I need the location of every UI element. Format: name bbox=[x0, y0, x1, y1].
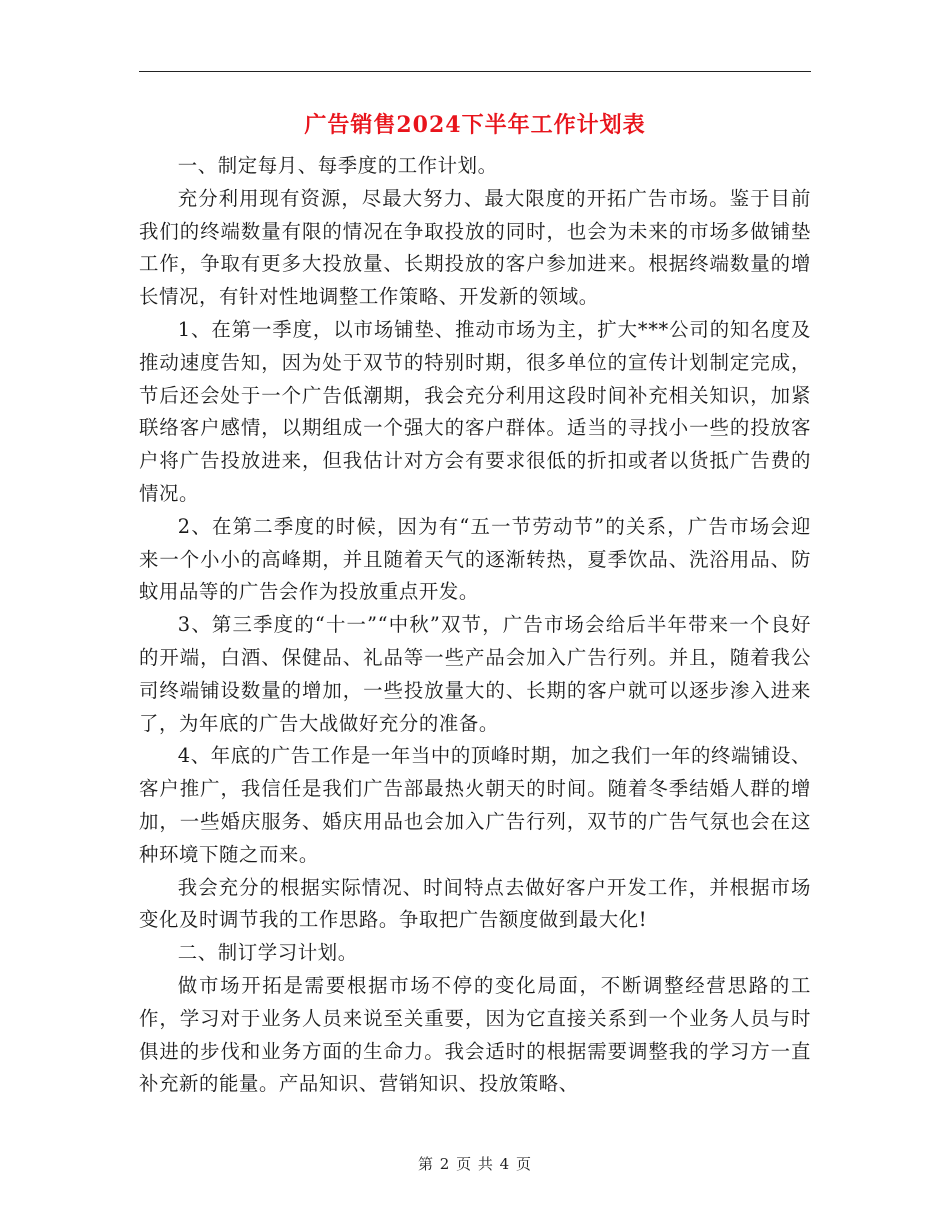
body-paragraph: 我会充分的根据实际情况、时间特点去做好客户开发工作，并根据市场变化及时调节我的工作思路。争取把广告额度做到最大化! bbox=[139, 875, 811, 932]
body-paragraph: 3、第三季度的“十一”“中秋”双节，广告市场会给后半年带来一个良好的开端，白酒、保健品、礼品等一些产品会加入广告行列。并且，随着我公司终端铺设数量的增加，一些投放量大的、长期的客户就可以逐步渗入进来了，为年底的广告大战做好充分的准备。 bbox=[139, 613, 811, 735]
section-heading-2: 二、制订学习计划。 bbox=[177, 941, 358, 965]
document-body bbox=[139, 150, 811, 1101]
page-footer: 第 2 页 共 4 页 bbox=[418, 1155, 532, 1173]
body-paragraph: 2、在第二季度的时候，因为有“五一节劳动节”的关系，广告市场会迎来一个小小的高峰期，并且随着天气的逐渐转热，夏季饮品、洗浴用品、防蚊用品等的广告会作为投放重点开发。 bbox=[139, 514, 811, 604]
section-heading-1: 一、制定每月、每季度的工作计划。 bbox=[177, 154, 498, 177]
body-paragraph: 1、在第一季度，以市场铺垫、推动市场为主，扩大***公司的知名度及推动速度告知，因为处于双节的特别时期，很多单位的宣传计划制定完成，节后还会处于一个广告低潮期，我会充分利用这段时间补充相关知识，加紧联络客户感情，以期组成一个强大的客户群体。适当的寻找小一些的投放客户将广告投放进来，但我估计对方会有要求很低的折扣或者以货抵广告费的情况。 bbox=[139, 317, 811, 505]
document-title: 广告销售2024下半年工作计划表 bbox=[304, 112, 646, 138]
header-rule bbox=[139, 71, 811, 72]
body-paragraph: 做市场开拓是需要根据市场不停的变化局面，不断调整经营思路的工作，学习对于业务人员来说至关重要，因为它直接关系到一个业务人员与时俱进的步伐和业务方面的生命力。我会适时的根据需要调整我的学习方一直补充新的能量。产品知识、营销知识、投放策略、 bbox=[139, 973, 811, 1096]
body-paragraph: 4、年底的广告工作是一年当中的顶峰时期，加之我们一年的终端铺设、客户推广，我信任是我们广告部最热火朝天的时间。随着冬季结婚人群的增加，一些婚庆服务、婚庆用品也会加入广告行列，双节的广告气氛也会在这种环境下随之而来。 bbox=[139, 744, 811, 866]
body-paragraph: 充分利用现有资源，尽最大努力、最大限度的开拓广告市场。鉴于目前我们的终端数量有限的情况在争取投放的同时，也会为未来的市场多做铺垫工作，争取有更多大投放量、长期投放的客户参加进来。根据终端数量的增长情况，有针对性地调整工作策略、开发新的领域。 bbox=[139, 186, 811, 309]
